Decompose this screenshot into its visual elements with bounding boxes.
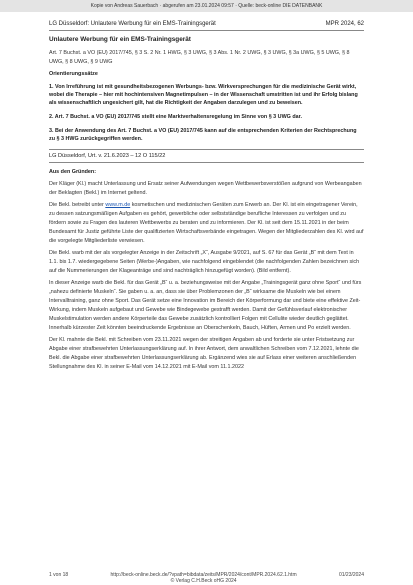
paragraph-2	[49, 201, 364, 246]
paragraph-3	[49, 249, 364, 276]
guidelines-heading: Orientierungssätze	[49, 71, 98, 77]
document-body	[49, 36, 364, 375]
paragraph-2-text-start: Die Bekl. betreibt unter	[49, 202, 106, 208]
guideline-1: 1. Von Irreführung ist mit gesundheitsbezogenen Werbungs- bzw. Wirkversprechungen für die medizinische Gerät wirkt, wobei die Therapie – hier mit hochintensiven Magnetimpulsen – in der Wissenschaft umstritten ist und ihr Erfolg bislang als wissenschaftlich ungesichert gilt, hat die Richtigkeit der Angaben darzulegen und zu beweisen.	[49, 84, 358, 106]
page-number: 1 von 18	[49, 572, 69, 578]
norms-list: Art. 7 Buchst. a VO (EU) 2017/745, § 3 S. 2 Nr. 1 HWG, § 3 UWG, § 3 Abs. 1 Nr. 2 UWG, § 3 UWG, § 3a UWG, § 5 UWG, § 8 UWG, § 8 UWG, § 9 UWG	[49, 50, 350, 65]
footer-date: 01/23/2024	[338, 572, 364, 578]
paragraph-5-text: Der Kl. mahnte die Bekl. mit Schreiben vom 23.11.2021 wegen der streitigen Angaben ab und forderte sie unter Fristsetzung zur Abgabe einer strafbewehrten Unterlassungserklärung auf. In ihrer Antwort, dem anwaltlichen Schreiben vom 7.12.2021, lehnte die Bekl. die Abgabe einer strafbewehrten Unterlassungserklärung ab. Ergänzend wies sie auf Erlass einer weiteren anschließenden Stellungnahme des Kl. in seiner E-Mail vom 14.12.2021 mit E-Mail vom 11.1.2022	[49, 337, 359, 370]
guideline-2: 2. Art. 7 Buchst. a VO (EU) 2017/745 stellt eine Marktverhaltensregelung im Sinne von § 3 UWG dar.	[49, 114, 302, 120]
paragraph-5	[49, 336, 364, 372]
footer-source	[111, 572, 297, 584]
paragraph-4	[49, 279, 364, 333]
running-header	[49, 18, 364, 31]
case-citation: LG Düsseldorf, Urt. v. 21.6.2023 – 12 O 115/22	[49, 149, 364, 163]
page-footer	[49, 572, 364, 584]
guideline-3: 3. Bei der Anwendung des Art. 7 Buchst. a VO (EU) 2017/745 kann auf die entsprechenden Kriterien der Rechtsprechung zu § 3 HWG zurückgegriffen werden.	[49, 128, 357, 142]
provenance-banner	[0, 0, 413, 12]
footer-copyright: © Verlag C.H.Beck oHG 2024	[170, 578, 237, 584]
paragraph-3-text: Die Bekl. warb mit der als vorgelegter Anzeige in der Zeitschrift „X“, Ausgabe 9/2021, auf S. 67 für das Gerät „B“ mit dem Text in 1.1. bis 1.7. wiedergegebene Seiten (Werbe-)Angaben, wie nachfolgend eingeblendet (die nachfolgenden Zahlen bezeichnen sich auf die Nummerierungen der Klageanträge und sind nachträglich hinzugefügt worden). (Bild entfernt).	[49, 250, 360, 274]
provenance-text: Kopie von Andreas Sauerbach · abgerufen am 23.01.2024 09:57 · Quelle: beck-online DIE DATENBANK	[90, 3, 323, 9]
header-title: LG Düsseldorf: Unlautere Werbung für ein EMS-Trainingsgerät	[49, 21, 216, 27]
website-link[interactable]: www.m.de	[105, 202, 131, 208]
header-citation: MPR 2024, 62	[325, 21, 364, 27]
reasons-heading: Aus den Gründen:	[49, 169, 97, 175]
paragraph-2-text-end: kosmetischen und medizinischen Geräten zum Erwerb an. Der Kl. ist ein eingetragener Verein, zu dessen satzungsmäßigen Aufgaben es gehört, gewerbliche oder selbstständige berufliche Interessen zu verfolgen und zu fördern sowie zu Fragen des lauteren Wettbewerbs zu beraten und zu informieren. Der Kl. ist seit dem 15.11.2021 in der beim Bundesamt für Justiz geführte Liste der qualifizierten Wirtschaftsverbände eingetragen. Wegen der Mitgliederzahlen des Kl. wird auf die vorgelegte Mitgliederliste verwiesen.	[49, 202, 364, 244]
footer-url: http://beck-online.beck.de/?vpath=bibdata/zeits/MPR/2024/cont/MPR.2024.62.1.htm	[110, 572, 297, 578]
paragraph-1-text: Der Kläger (Kl.) macht Unterlassung und Ersatz seiner Aufwendungen wegen Wettbewerbsverstößen aufgrund von Werbeangaben der Beklagten (Bekl.) im Internet geltend.	[49, 181, 362, 196]
paragraph-4-text: In dieser Anzeige warb die Bekl. für das Gerät „B“ u. a. beziehungsweise mit der Angabe „Trainingsgerät ganz ohne Sport“ und fürs „nahezu definierte Muskeln“. Sie gaben u. a. an, dass sie über Problemzonen der „B“ wirksame die Muskeln wie bei einem Intervalltraining, ganz ohne Sport. Das Gerät setze eine Innovation im Bereich der Körperformung dar und biete eine effektive Zeit-Wirkung, indem Muskeln aufgebaut und Gewebe wie Bindegewebe gestrafft werden. Damit der Gefühlsverlauf elektronischer Muskelstimulation werden andere Körperteile das Gewebe zusätzlich kontrolliert Folgen mit Cellulite wieder deutlich geglättet. Innerhalb kürzester Zeit könnten beeindruckende Ergebnisse an Oberschenkeln, Bauch, Hüften, Armen und Po erzielt werden.	[49, 280, 362, 331]
article-title: Unlautere Werbung für ein EMS-Trainingsgerät	[49, 36, 191, 43]
paragraph-1	[49, 180, 364, 198]
